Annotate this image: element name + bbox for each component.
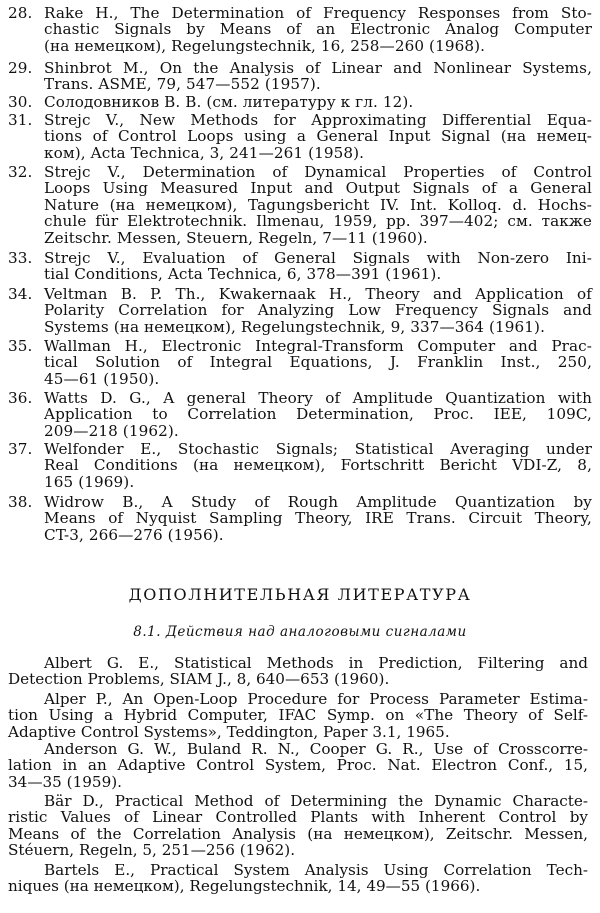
additional-entry-5 [4, 862, 588, 895]
entry-line: lation in an Adaptive Control System, Proc. Nat. Electron Conf., 15, [8, 756, 588, 775]
reference-line: tial Conditions, Acta Technica, 6, 378—391 (1961). [44, 265, 442, 284]
reference-line: Strejc V., Evaluation of General Signals with Non-zero Ini- [44, 249, 592, 267]
reference-line: 165 (1969). [44, 472, 135, 491]
reference-line: 45—61 (1950). [44, 369, 160, 388]
additional-entry-2 [4, 691, 588, 740]
reference-line: Nature (на немецком), Tagungsbericht IV. Int. Kolloq. d. Hochs- [44, 195, 592, 214]
section-title: ДОПОЛНИТЕЛЬНАЯ ЛИТЕРАТУРА [128, 585, 472, 604]
additional-entry-3 [4, 741, 588, 790]
entry-line: niques (на немецком), Regelungstechnik, 14, 49—55 (1966). [8, 877, 481, 896]
reference-line: Солодовников В. В. (см. литературу к гл. 12). [44, 93, 414, 111]
reference-line: Strejc V., Determination of Dynamical Properties of Control [44, 163, 592, 181]
reference-line: Application to Correlation Determination, Proc. IEE, 109C, [44, 405, 592, 424]
entry-line: Stéuern, Regeln, 5, 251—256 (1962). [8, 841, 296, 860]
entry-line: Bär D., Practical Method of Determining the Dynamic Characte- [44, 792, 588, 810]
reference-number: 32. [8, 163, 33, 181]
reference-line: Veltman B. P. Th., Kwakernaak H., Theory and Application of [44, 285, 592, 303]
reference-number: 36. [8, 389, 33, 407]
reference-line: Systems (на немецком), Regelungstechnik, 9, 337—364 (1961). [44, 317, 546, 336]
reference-number: 37. [8, 440, 33, 458]
reference-line: tions of Control Loops using a General Input Signal (на немец- [44, 127, 592, 146]
reference-line: Real Conditions (на немецком), Fortschritt Bericht VDI-Z, 8, [44, 456, 592, 475]
reference-line: Watts D. G., A general Theory of Amplitude Quantization with [44, 389, 592, 407]
reference-number: 34. [8, 285, 33, 303]
reference-line: chule für Elektrotechnik. Ilmenau, 1959, pp. 397—402; см. также [44, 212, 592, 231]
reference-number: 29. [8, 59, 33, 77]
entry-line: tion Using a Hybrid Computer, IFAC Symp. on «The Theory of Self- [8, 706, 588, 725]
reference-line: (на немецком), Regelungstechnik, 16, 258—260 (1968). [44, 36, 486, 55]
reference-line: chastic Signals by Means of an Electronic Analog Computer [44, 20, 592, 39]
entry-line: Albert G. E., Statistical Methods in Prediction, Filtering and [44, 654, 588, 672]
reference-line: tical Solution of Integral Equations, J. Franklin Inst., 250, [44, 353, 592, 372]
reference-number: 35. [8, 337, 33, 355]
subsection-title: 8.1. Действия над аналоговыми сигналами [133, 624, 467, 640]
entry-line: 34—35 (1959). [8, 772, 122, 791]
reference-line: CT-3, 266—276 (1956). [44, 525, 224, 544]
reference-line: Rake H., The Determination of Frequency Responses from Sto- [44, 4, 592, 22]
reference-number: 38. [8, 493, 33, 511]
reference-line: Trans. ASME, 79, 547—552 (1957). [44, 75, 321, 94]
reference-line: 209—218 (1962). [44, 421, 179, 440]
reference-number: 31. [8, 111, 33, 129]
entry-line: Adaptive Control Systems», Teddington, Paper 3.1, 1965. [8, 722, 450, 741]
reference-number: 33. [8, 249, 33, 267]
entry-line: Anderson G. W., Buland R. N., Cooper G. R., Use of Crosscorre- [44, 740, 588, 758]
reference-line: Loops Using Measured Input and Output Signals of a General [44, 179, 592, 198]
entry-line: ristic Values of Linear Controlled Plants with Inherent Control by [8, 808, 588, 827]
reference-line: Means of Nyquist Sampling Theory, IRE Trans. Circuit Theory, [44, 509, 592, 528]
reference-line: ком), Acta Technica, 3, 241—261 (1958). [44, 143, 365, 162]
entry-line: Bartels E., Practical System Analysis Using Correlation Tech- [44, 861, 588, 879]
additional-entry-1 [4, 655, 588, 688]
entry-line: Means of the Correlation Analysis (на немецком), Zeitschr. Messen, [8, 824, 588, 843]
reference-number: 30. [8, 93, 33, 111]
reference-line: Polarity Correlation for Analyzing Low Frequency Signals and [44, 301, 592, 320]
reference-line: Strejc V., New Methods for Approximating Differential Equa- [44, 111, 592, 129]
entry-line: Alper P., An Open-Loop Procedure for Process Parameter Estima- [44, 690, 588, 708]
reference-number: 28. [8, 4, 33, 22]
reference-line: Widrow B., A Study of Rough Amplitude Quantization by [44, 493, 592, 511]
reference-line: Welfonder E., Stochastic Signals; Statistical Averaging under [44, 440, 592, 458]
entry-line: Detection Problems, SIAM J., 8, 640—653 (1960). [8, 670, 390, 689]
additional-entry-4 [4, 793, 588, 859]
reference-line: Wallman H., Electronic Integral-Transform Computer and Prac- [44, 337, 592, 355]
reference-line: Zeitschr. Messen, Steuern, Regeln, 7—11 (1960). [44, 228, 428, 247]
reference-line: Shinbrot M., On the Analysis of Linear and Nonlinear Systems, [44, 59, 592, 77]
